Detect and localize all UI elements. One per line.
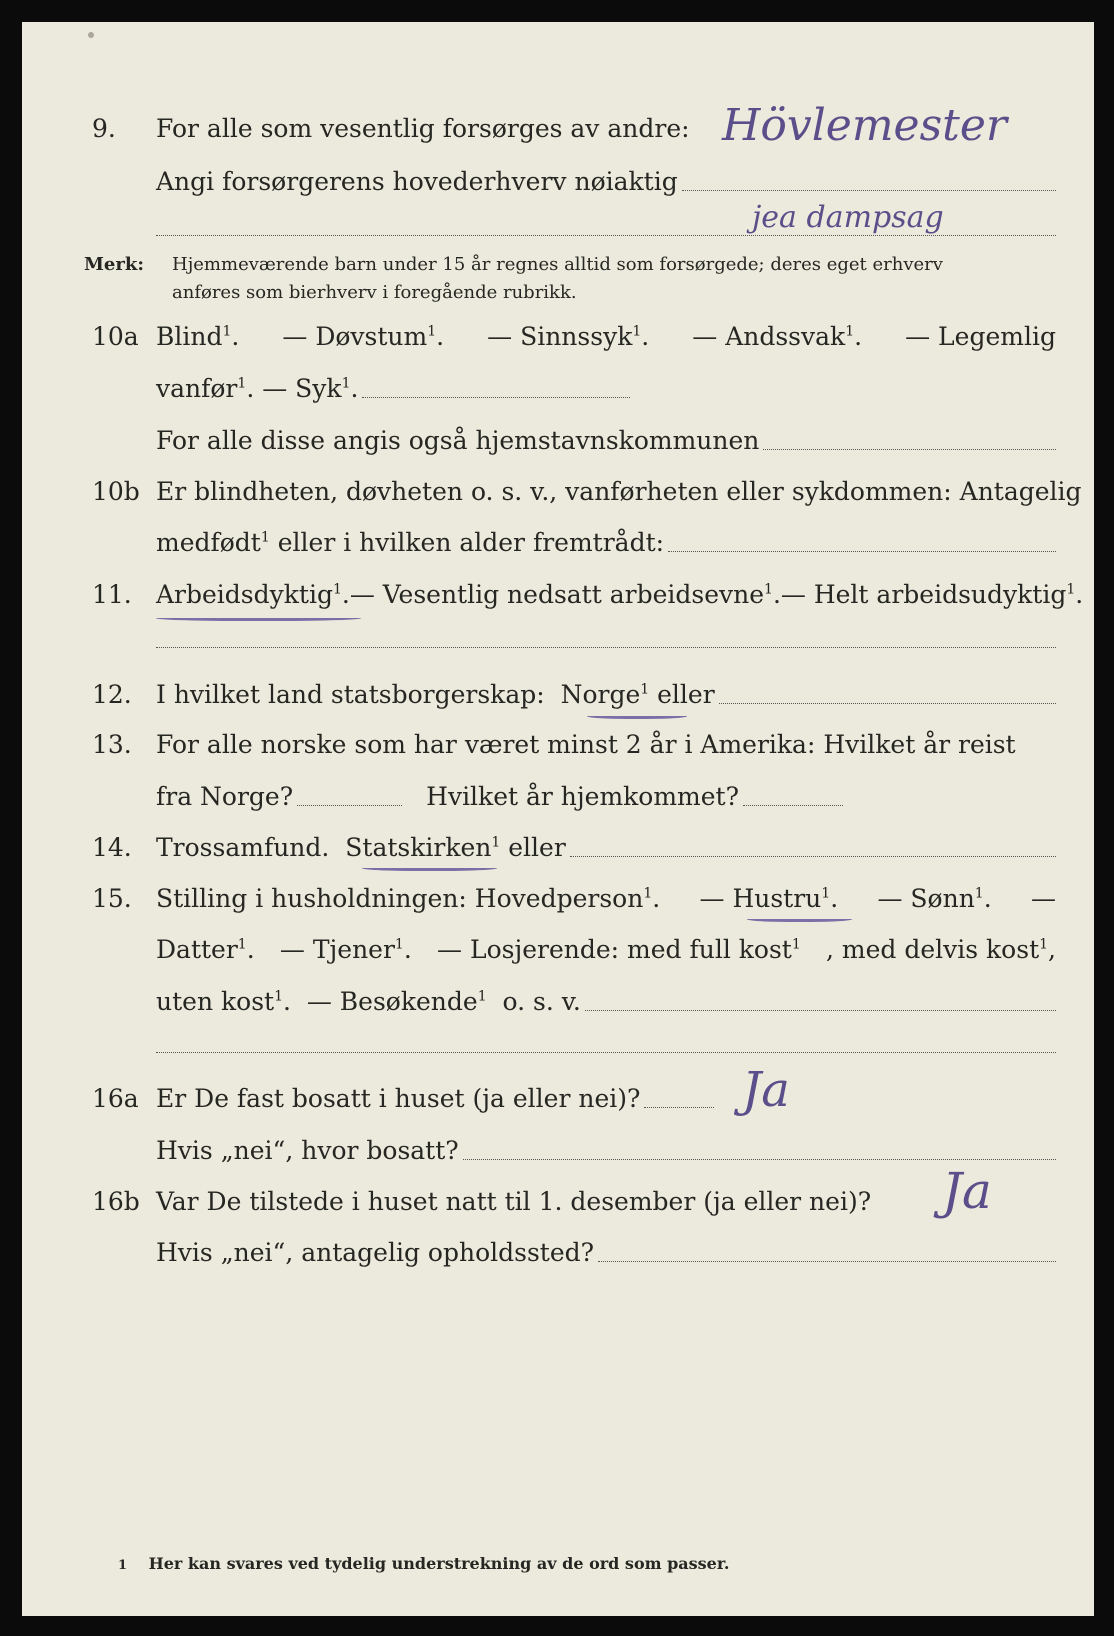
- q10a-dotted-line[interactable]: [362, 396, 630, 398]
- option-uten-kost[interactable]: uten kost$^1$.: [156, 987, 291, 1016]
- q16a-text-line1: Er De fast bosatt i huset (ja eller nei)?: [156, 1084, 641, 1113]
- reist-year-dotted-line[interactable]: [297, 804, 402, 806]
- q11-dotted-line[interactable]: [156, 647, 1056, 648]
- option-blind[interactable]: Blind$^1$.: [156, 322, 240, 351]
- footnote: [118, 1554, 729, 1573]
- option-sinnssyk[interactable]: — Sinnssyk$^1$.: [487, 322, 650, 351]
- q16a-text-line2: Hvis „nei“, hvor bosatt?: [156, 1136, 459, 1165]
- q12-text: I hvilket land statsborgerskap:: [156, 680, 545, 709]
- q15-number: 15.: [92, 884, 132, 913]
- q11-number: 11.: [92, 580, 132, 609]
- q9-text-line2: Angi forsørgerens hovederhverv nøiaktig: [156, 167, 678, 196]
- option-dovstum[interactable]: — Døvstum$^1$.: [282, 322, 445, 351]
- option-hovedperson[interactable]: Stilling i husholdningen: Hovedperson$^1$.: [156, 884, 661, 913]
- q9-text-line1: For alle som vesentlig forsørges av andre:: [156, 114, 690, 143]
- q9-handwritten-answer-2: jea dampsag: [752, 200, 944, 235]
- handwritten-underline-hustru: [747, 915, 852, 922]
- merk-label: Merk:: [84, 254, 144, 275]
- q15-extra-dotted-line[interactable]: [156, 1052, 1056, 1053]
- option-tjener[interactable]: — Tjener$^1$.: [279, 935, 412, 964]
- q9-extra-dotted-line[interactable]: [156, 235, 1056, 236]
- q14-text: Trossamfund.: [156, 833, 330, 862]
- option-andssvak[interactable]: — Andssvak$^1$.: [692, 322, 863, 351]
- q13-hjemkommet-label: Hvilket år hjemkommet?: [426, 782, 740, 811]
- q13-number: 13.: [92, 730, 132, 759]
- option-full-kost[interactable]: — Losjerende: med full kost$^1$: [437, 935, 801, 964]
- option-medfodt[interactable]: medfødt$^1$: [156, 528, 270, 557]
- q16b-text-line2: Hvis „nei“, antagelig opholdssted?: [156, 1238, 595, 1267]
- q13-text-line1: For alle norske som har været minst 2 år i Amerika: Hvilket år reist: [156, 730, 1016, 759]
- q12-dotted-line[interactable]: [719, 702, 1056, 704]
- q16b-number: 16b: [92, 1187, 140, 1216]
- hjemkommet-year-dotted-line[interactable]: [743, 804, 843, 806]
- q9-number: 9.: [92, 114, 116, 143]
- merk-text-line2: anføres som bierhverv i foregående rubrikk.: [172, 282, 577, 303]
- option-delvis-kost[interactable]: , med delvis kost$^1$,: [826, 935, 1056, 964]
- hjemstavn-dotted-line[interactable]: [763, 448, 1056, 450]
- handwritten-underline-arbeidsdyktig: [156, 614, 361, 621]
- option-arbeidsdyktig[interactable]: Arbeidsdyktig$^1$.: [156, 580, 350, 609]
- q16b-handwritten-answer: Ja: [942, 1162, 992, 1220]
- q16a-answer-dotted-line[interactable]: [644, 1106, 714, 1108]
- option-vanfor[interactable]: vanfør$^1$.: [156, 374, 255, 403]
- handwritten-underline-norge: [587, 712, 687, 719]
- q10a-text-line3: For alle disse angis også hjemstavnskommunen: [156, 426, 760, 455]
- option-arbeidsudyktig[interactable]: — Helt arbeidsudyktig$^1$.: [780, 580, 1084, 609]
- census-form-page: [22, 22, 1094, 1616]
- option-besokende[interactable]: — Besøkende$^1$: [306, 987, 487, 1016]
- q10a-number: 10a: [92, 322, 139, 351]
- q14-dotted-line[interactable]: [570, 855, 1056, 857]
- option-datter[interactable]: Datter$^1$.: [156, 935, 255, 964]
- option-sonn[interactable]: — Sønn$^1$.: [877, 884, 992, 913]
- paper-smudge: [88, 32, 94, 38]
- q12-number: 12.: [92, 680, 132, 709]
- q16a-number: 16a: [92, 1084, 139, 1113]
- footnote-number: 1: [118, 1558, 128, 1573]
- q15-dash: —: [1030, 884, 1056, 913]
- option-legemlig[interactable]: — Legemlig: [905, 322, 1056, 351]
- option-nedsatt-arbeidsevne[interactable]: — Vesentlig nedsatt arbeidsevne$^1$.: [349, 580, 781, 609]
- option-norge[interactable]: Norge$^1$: [560, 680, 650, 709]
- q15-osv: o. s. v.: [502, 987, 581, 1016]
- q9-handwritten-answer: Hövlemester: [722, 100, 1007, 151]
- q14-number: 14.: [92, 833, 132, 862]
- footnote-text: Her kan svares ved tydelig understrekning av de ord som passer.: [148, 1554, 730, 1573]
- handwritten-underline-statskirken: [362, 864, 497, 871]
- option-statskirken[interactable]: Statskirken$^1$: [345, 833, 501, 862]
- q9-answer-dotted-line[interactable]: [682, 189, 1056, 191]
- q14-eller: eller: [508, 833, 566, 862]
- q10b-number: 10b: [92, 477, 140, 506]
- q16a-handwritten-answer: Ja: [742, 1062, 790, 1118]
- option-hustru[interactable]: — Hustru$^1$.: [699, 884, 839, 913]
- q13-reist-label: fra Norge?: [156, 782, 294, 811]
- q16b-opholdssted-dotted-line[interactable]: [598, 1260, 1056, 1262]
- q10b-text-line1: Er blindheten, døvheten o. s. v., vanførheten eller sykdommen: Antagelig: [156, 477, 1082, 506]
- q15-dotted-line[interactable]: [585, 1009, 1056, 1011]
- q10b-dotted-line[interactable]: [668, 550, 1056, 552]
- q16a-bosatt-dotted-line[interactable]: [463, 1158, 1056, 1160]
- q12-eller: eller: [657, 680, 715, 709]
- merk-text-line1: Hjemmeværende barn under 15 år regnes alltid som forsørgede; deres eget erhverv: [172, 254, 943, 275]
- option-syk[interactable]: — Syk$^1$.: [262, 374, 359, 403]
- q10b-text-line2: eller i hvilken alder fremtrådt:: [277, 528, 665, 557]
- q16b-text-line1: Var De tilstede i huset natt til 1. desember (ja eller nei)?: [156, 1187, 872, 1216]
